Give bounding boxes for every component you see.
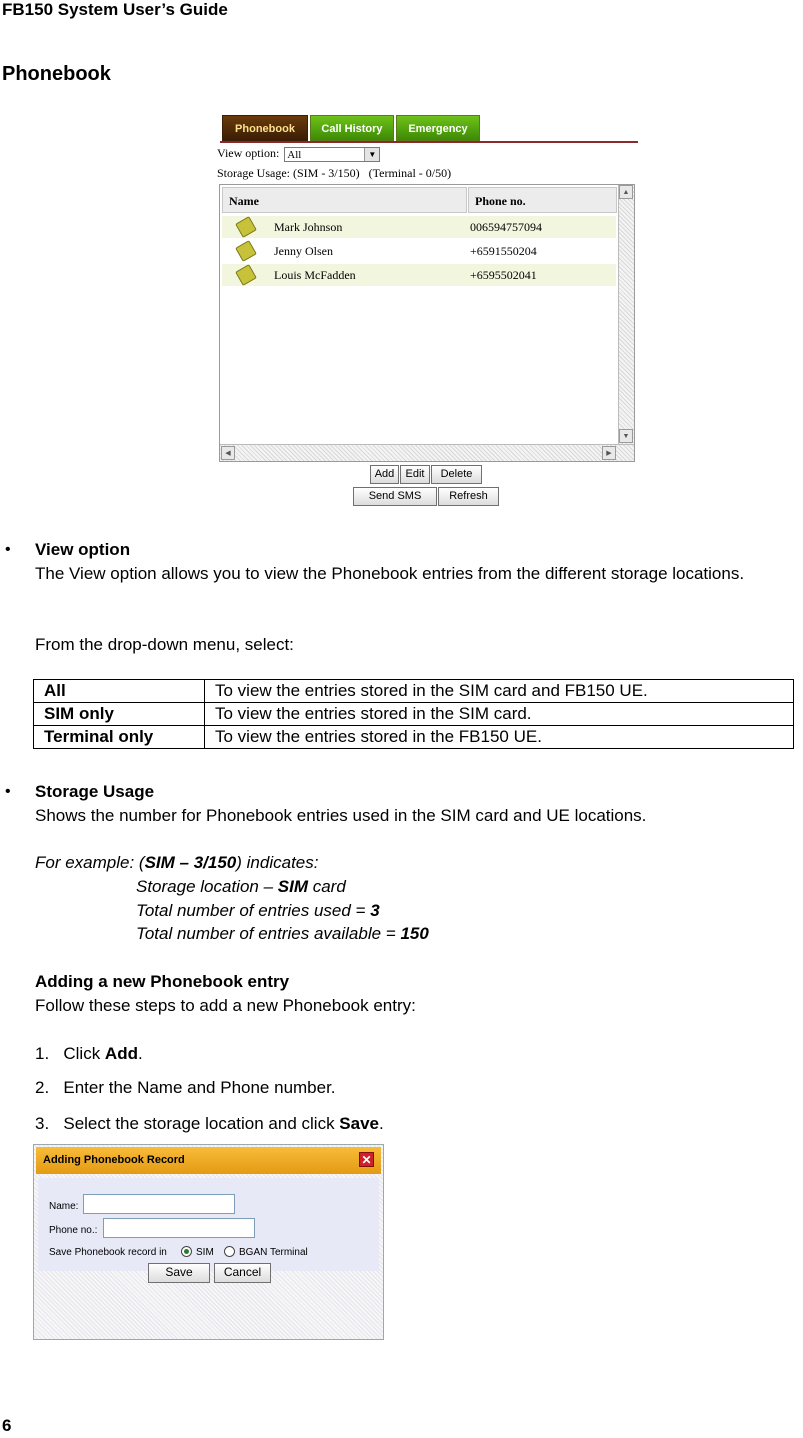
edit-button[interactable]: Edit — [400, 465, 430, 484]
view-option-value: All — [287, 148, 302, 161]
send-sms-button[interactable]: Send SMS — [353, 487, 437, 506]
horizontal-scrollbar[interactable] — [220, 444, 634, 461]
row-name: Louis McFadden — [274, 268, 356, 282]
scroll-up-icon[interactable]: ▲ — [619, 185, 633, 199]
vertical-scrollbar[interactable] — [618, 185, 634, 444]
step-2: 2. Enter the Name and Phone number. — [35, 1078, 336, 1097]
delete-button[interactable]: Delete — [431, 465, 482, 484]
cancel-button[interactable]: Cancel — [214, 1263, 271, 1283]
save-in-label: Save Phonebook record in — [49, 1247, 167, 1258]
page-number: 6 — [2, 1416, 12, 1435]
view-option-heading: View option — [35, 540, 131, 559]
option-key: Terminal only — [34, 726, 205, 749]
scroll-down-icon[interactable]: ▼ — [619, 429, 633, 443]
phonebook-grid — [219, 184, 635, 462]
view-option-table — [33, 679, 794, 749]
phone-label: Phone no.: — [49, 1225, 98, 1236]
column-header-name[interactable]: Name — [222, 187, 467, 213]
bullet-icon: • — [5, 541, 11, 558]
entries-available-line: Total number of entries available = 150 — [136, 924, 429, 943]
storage-location-line: Storage location – SIM card — [136, 877, 346, 896]
scroll-left-icon[interactable]: ◀ — [221, 446, 235, 460]
sim-card-icon — [235, 240, 257, 262]
refresh-button[interactable]: Refresh — [438, 487, 499, 506]
option-desc: To view the entries stored in the SIM card. — [205, 703, 794, 726]
table-row[interactable] — [222, 264, 616, 286]
step-3: 3. Select the storage location and click Save. — [35, 1114, 384, 1133]
tab-call-history[interactable]: Call History — [310, 115, 394, 141]
sim-card-icon — [235, 264, 257, 286]
scroll-right-icon[interactable]: ▶ — [602, 446, 616, 460]
row-name: Jenny Olsen — [274, 244, 333, 258]
table-row — [34, 680, 794, 703]
row-phone: +6595502041 — [470, 268, 537, 282]
view-option-row — [217, 146, 380, 162]
view-option-label: View option: — [217, 146, 280, 160]
adding-entry-intro: Follow these steps to add a new Phonebook entry: — [35, 996, 416, 1015]
view-option-para: The View option allows you to view the Phonebook entries from the different storage locations. — [35, 564, 745, 583]
row-phone: 006594757094 — [470, 220, 542, 234]
option-key: All — [34, 680, 205, 703]
dialog-title: Adding Phonebook Record ✕ — [36, 1147, 381, 1174]
radio-sim[interactable] — [181, 1246, 192, 1257]
row-name: Mark Johnson — [274, 220, 343, 234]
storage-example-line: For example: (SIM – 3/150) indicates: — [35, 853, 319, 872]
chevron-down-icon: ▼ — [364, 148, 379, 161]
table-row — [34, 703, 794, 726]
view-option-instruction: From the drop-down menu, select: — [35, 635, 294, 654]
tab-bar — [220, 112, 638, 143]
document-header: FB150 System User’s Guide — [2, 0, 228, 19]
name-input[interactable] — [83, 1194, 235, 1214]
add-record-dialog — [33, 1144, 384, 1340]
dialog-body — [38, 1178, 379, 1271]
add-button[interactable]: Add — [370, 465, 399, 484]
table-row[interactable] — [222, 240, 616, 262]
radio-terminal[interactable] — [224, 1246, 235, 1257]
section-title: Phonebook — [2, 63, 111, 85]
option-desc: To view the entries stored in the SIM card and FB150 UE. — [205, 680, 794, 703]
step-1: 1. Click Add. — [35, 1044, 143, 1063]
storage-usage-text: Storage Usage: (SIM - 3/150) (Terminal - 0/50) — [217, 166, 452, 180]
sim-card-icon — [235, 216, 257, 238]
row-phone: +6591550204 — [470, 244, 537, 258]
name-label: Name: — [49, 1201, 79, 1212]
table-row[interactable] — [222, 216, 616, 238]
bullet-icon: • — [5, 783, 11, 800]
entries-used-line: Total number of entries used = 3 — [136, 901, 380, 920]
save-button[interactable]: Save — [148, 1263, 210, 1283]
storage-usage-para: Shows the number for Phonebook entries used in the SIM card and UE locations. — [35, 806, 647, 825]
phone-input[interactable] — [103, 1218, 255, 1238]
example-sim-value: SIM – 3/150 — [144, 853, 237, 872]
adding-entry-heading: Adding a new Phonebook entry — [35, 972, 290, 991]
close-icon[interactable]: ✕ — [359, 1152, 374, 1167]
radio-terminal-label: BGAN Terminal — [239, 1247, 308, 1258]
option-key: SIM only — [34, 703, 205, 726]
tab-emergency[interactable]: Emergency — [396, 115, 480, 141]
view-option-select[interactable] — [284, 147, 380, 162]
storage-usage-heading: Storage Usage — [35, 782, 155, 801]
option-desc: To view the entries stored in the FB150 UE. — [205, 726, 794, 749]
table-row — [34, 726, 794, 749]
tab-phonebook[interactable]: Phonebook — [222, 115, 308, 141]
column-header-phone[interactable]: Phone no. — [468, 187, 617, 213]
radio-sim-label: SIM — [196, 1247, 214, 1258]
